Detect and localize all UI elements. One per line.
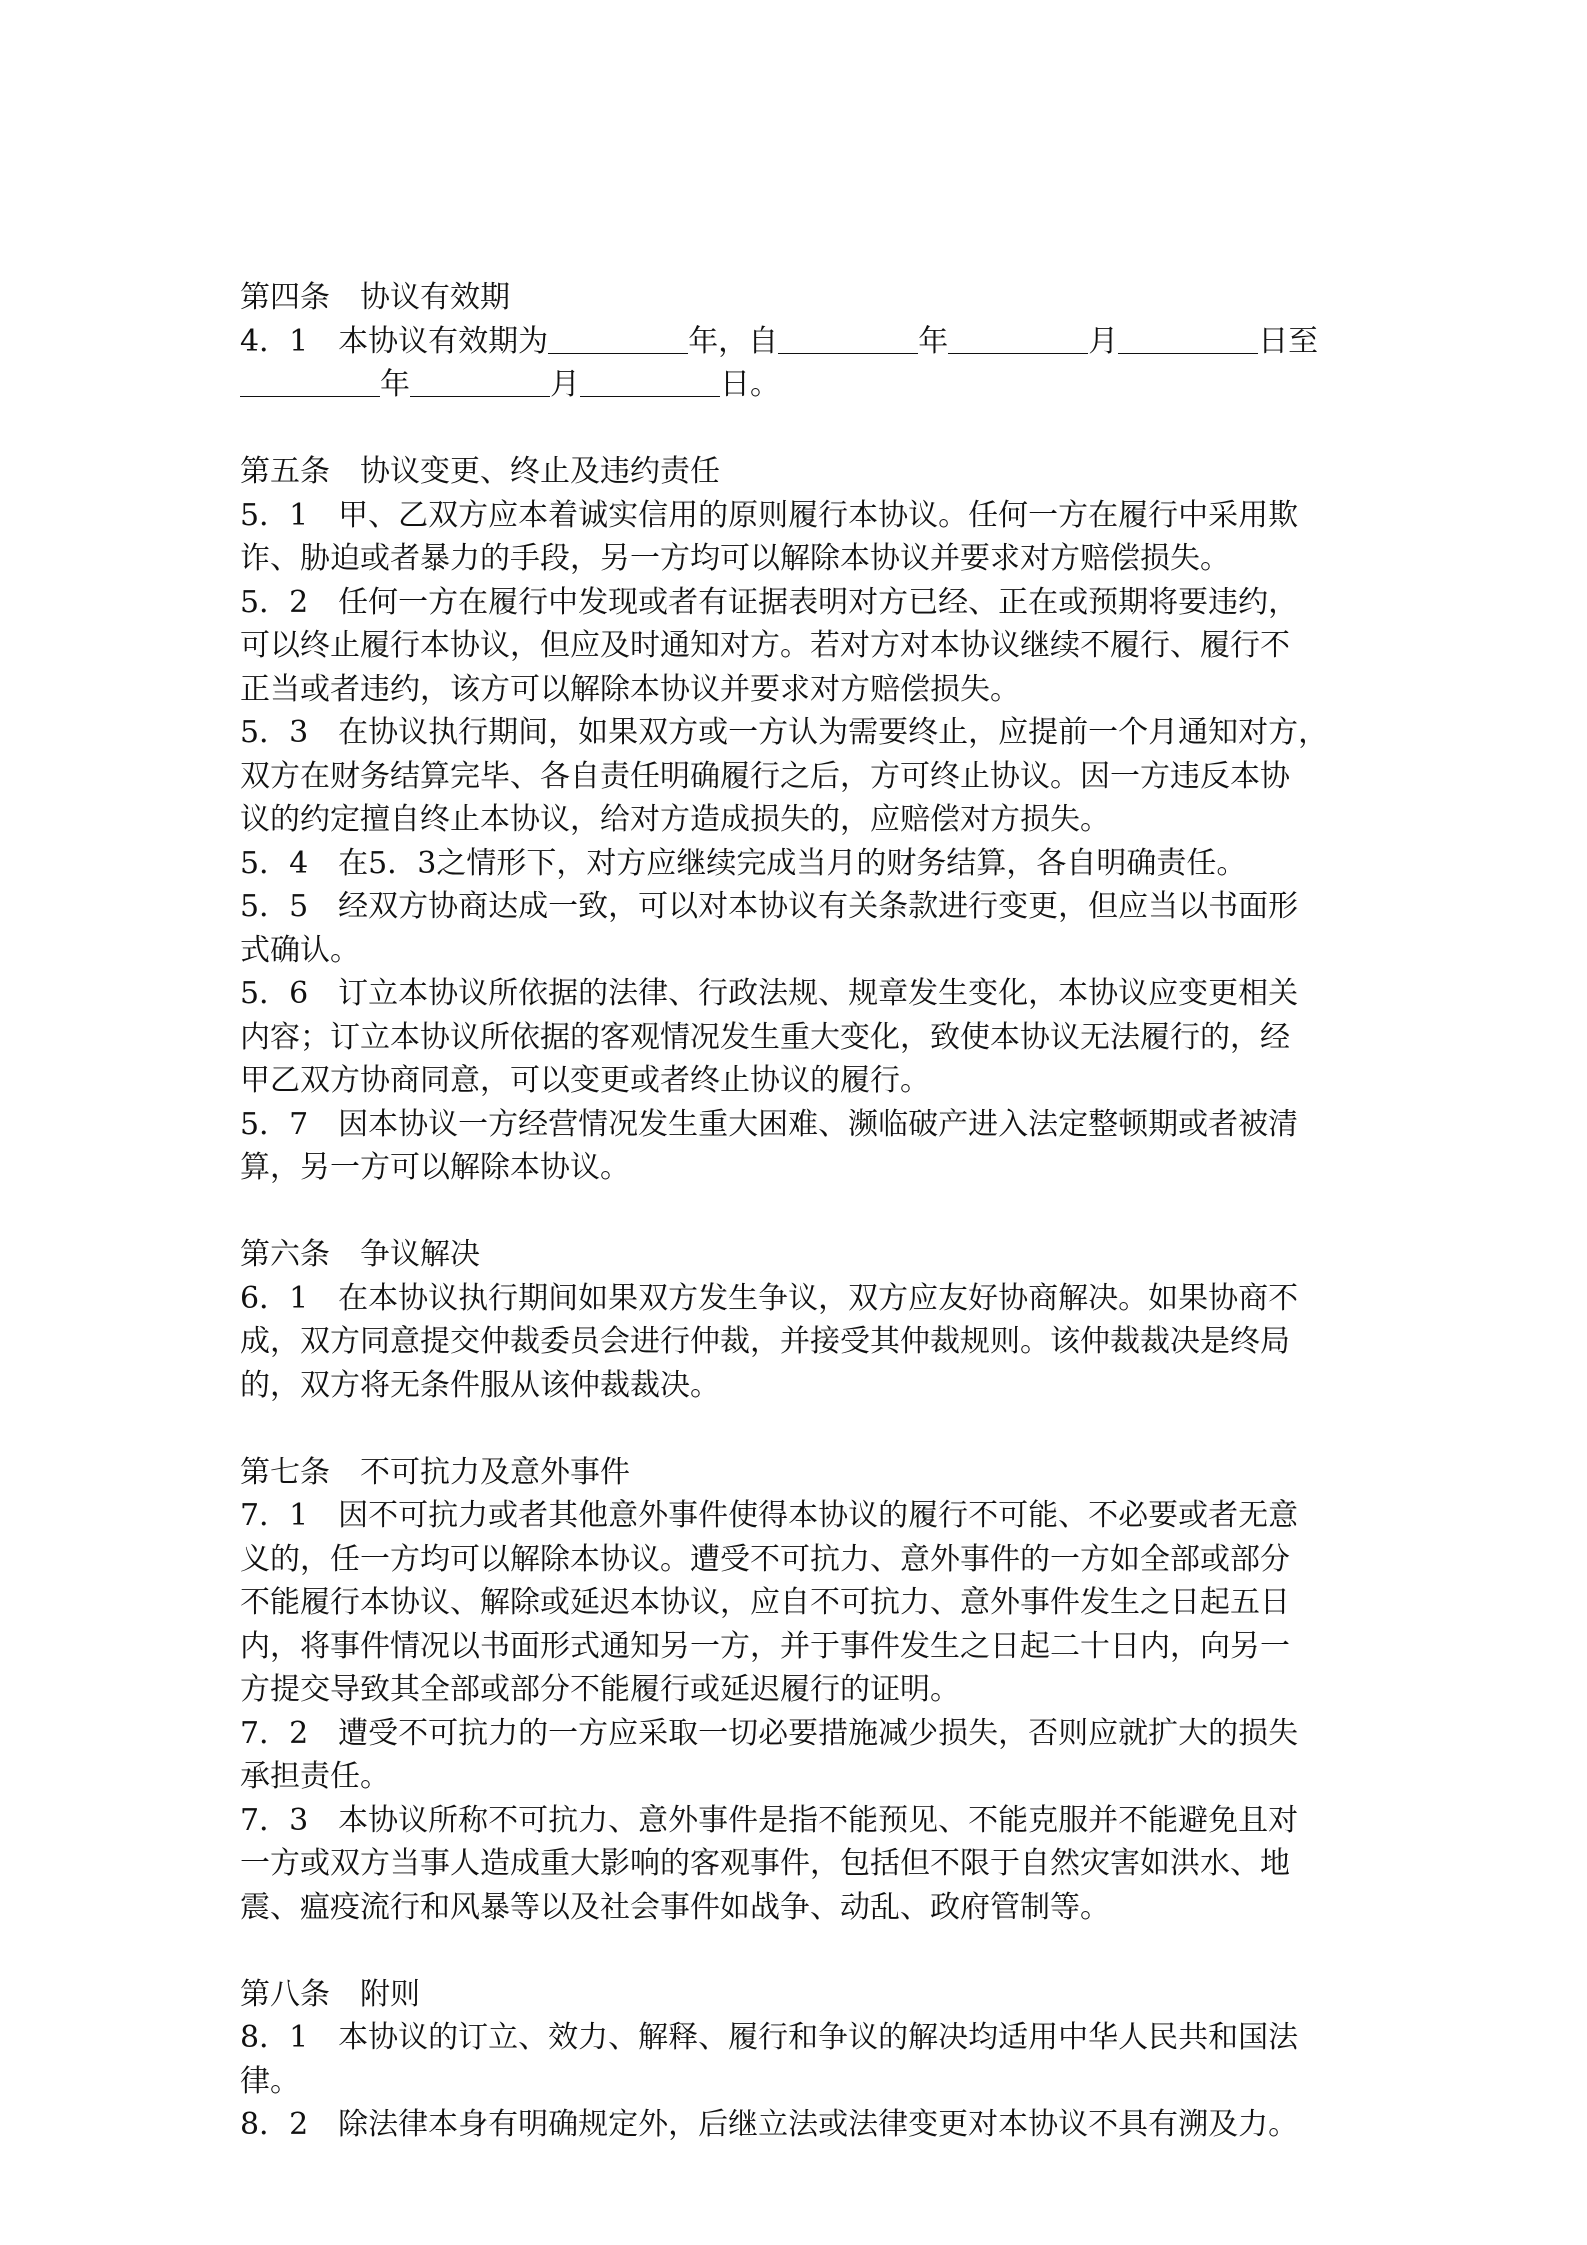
- end-year-blank[interactable]: [240, 366, 380, 397]
- article-8-line: 律。: [240, 2063, 300, 2099]
- article-8-line: 8．2 除法律本身有明确规定外，后继立法或法律变更对本协议不具有溯及力。: [240, 2107, 1299, 2142]
- article-5-line: 甲乙双方协商同意，可以变更或者终止协议的履行。: [240, 1063, 930, 1098]
- paragraph-gap: [240, 1929, 1358, 1973]
- clause-4-1-line-2: [240, 363, 1358, 407]
- article-7-line: 义的，任一方均可以解除本协议。遭受不可抗力、意外事件的一方如全部或部分: [240, 1541, 1290, 1577]
- article-7-line: 7．2 遭受不可抗力的一方应采取一切必要措施减少损失，否则应就扩大的损失: [240, 1715, 1299, 1751]
- article-5-line: 5．1 甲、乙双方应本着诚实信用的原则履行本协议。任何一方在履行中采用欺: [240, 497, 1299, 533]
- article-8-line: 8．1 本协议的订立、效力、解释、履行和争议的解决均适用中华人民共和国法: [240, 2020, 1299, 2055]
- end-month-blank[interactable]: [410, 366, 550, 397]
- clause-4-1-text: 4．1 本协议有效期为: [240, 323, 549, 359]
- article-7-line: 内，将事件情况以书面形式通知另一方，并于事件发生之日起二十日内，向另一: [240, 1628, 1290, 1664]
- paragraph-gap: [240, 407, 1358, 451]
- article-6-line: 成，双方同意提交仲裁委员会进行仲裁，并接受其仲裁规则。该仲裁裁决是终局: [240, 1324, 1290, 1359]
- article-7-line: 震、瘟疫流行和风暴等以及社会事件如战争、动乱、政府管制等。: [240, 1889, 1110, 1925]
- article-5-line: 可以终止履行本协议，但应及时通知对方。若对方对本协议继续不履行、履行不: [240, 628, 1290, 663]
- article-7-line: 一方或双方当事人造成重大影响的客观事件，包括但不限于自然灾害如洪水、地: [240, 1846, 1290, 1881]
- article-5-line: 正当或者违约，该方可以解除本协议并要求对方赔偿损失。: [240, 671, 1020, 707]
- article-6-line: 6．1 在本协议执行期间如果双方发生争议，双方应友好协商解决。如果协商不: [240, 1280, 1299, 1316]
- day-label: 日。: [720, 367, 780, 402]
- article-5-line: 5．2 任何一方在履行中发现或者有证据表明对方已经、正在或预期将要违约，: [240, 584, 1299, 620]
- start-year-blank[interactable]: [778, 323, 918, 354]
- article-5-line: 议的约定擅自终止本协议，给对方造成损失的，应赔偿对方损失。: [240, 802, 1110, 837]
- year-label: 年，自: [688, 323, 779, 359]
- article-8-heading: 第八条 附则: [240, 1976, 420, 2012]
- article-5-line: 5．3 在协议执行期间，如果双方或一方认为需要终止，应提前一个月通知对方，: [240, 715, 1329, 750]
- article-5-line: 5．6 订立本协议所依据的法律、行政法规、规章发生变化，本协议应变更相关: [240, 976, 1299, 1011]
- article-7-line: 不能履行本协议、解除或延迟本协议，应自不可抗力、意外事件发生之日起五日: [240, 1585, 1290, 1620]
- article-6-line: 的，双方将无条件服从该仲裁裁决。: [240, 1367, 720, 1403]
- article-7-heading: 第七条 不可抗力及意外事件: [240, 1454, 630, 1490]
- year-label: 年: [918, 323, 949, 359]
- article-6-heading: 第六条 争议解决: [240, 1237, 480, 1272]
- paragraph-gap: [240, 1407, 1358, 1451]
- article-5-line: 式确认。: [240, 932, 360, 968]
- article-7-line: 7．3 本协议所称不可抗力、意外事件是指不能预见、不能克服并不能避免且对: [240, 1802, 1299, 1838]
- article-5-line: 算，另一方可以解除本协议。: [240, 1150, 630, 1185]
- paragraph-gap: [240, 1190, 1358, 1234]
- month-label: 月: [1088, 323, 1119, 359]
- article-5-line: 内容；订立本协议所依据的客观情况发生重大变化，致使本协议无法履行的，经: [240, 1019, 1290, 1055]
- end-day-blank[interactable]: [580, 366, 720, 397]
- day-label: 日至: [1258, 323, 1319, 359]
- article-4-heading: 第四条 协议有效期: [240, 280, 510, 315]
- article-5-line: 诈、胁迫或者暴力的手段，另一方均可以解除本协议并要求对方赔偿损失。: [240, 541, 1230, 576]
- article-5-line: 双方在财务结算完毕、各自责任明确履行之后，方可终止协议。因一方违反本协: [240, 758, 1290, 794]
- clause-4-1-line-1: [240, 320, 1358, 364]
- start-month-blank[interactable]: [948, 323, 1088, 354]
- article-5-line: 5．5 经双方协商达成一致，可以对本协议有关条款进行变更，但应当以书面形: [240, 889, 1299, 924]
- start-day-blank[interactable]: [1118, 323, 1258, 354]
- year-label: 年: [380, 367, 410, 402]
- month-label: 月: [550, 367, 580, 402]
- term-years-blank[interactable]: [548, 323, 688, 354]
- article-5-line: 5．4 在5．3之情形下，对方应继续完成当月的财务结算，各自明确责任。: [240, 845, 1247, 881]
- article-7-line: 方提交导致其全部或部分不能履行或延迟履行的证明。: [240, 1672, 960, 1707]
- article-7-line: 7．1 因不可抗力或者其他意外事件使得本协议的履行不可能、不必要或者无意: [240, 1498, 1299, 1533]
- document-page: [240, 276, 1358, 2147]
- article-5-line: 5．7 因本协议一方经营情况发生重大困难、濒临破产进入法定整顿期或者被清: [240, 1106, 1299, 1142]
- article-5-heading: 第五条 协议变更、终止及违约责任: [240, 454, 720, 489]
- article-7-line: 承担责任。: [240, 1759, 390, 1794]
